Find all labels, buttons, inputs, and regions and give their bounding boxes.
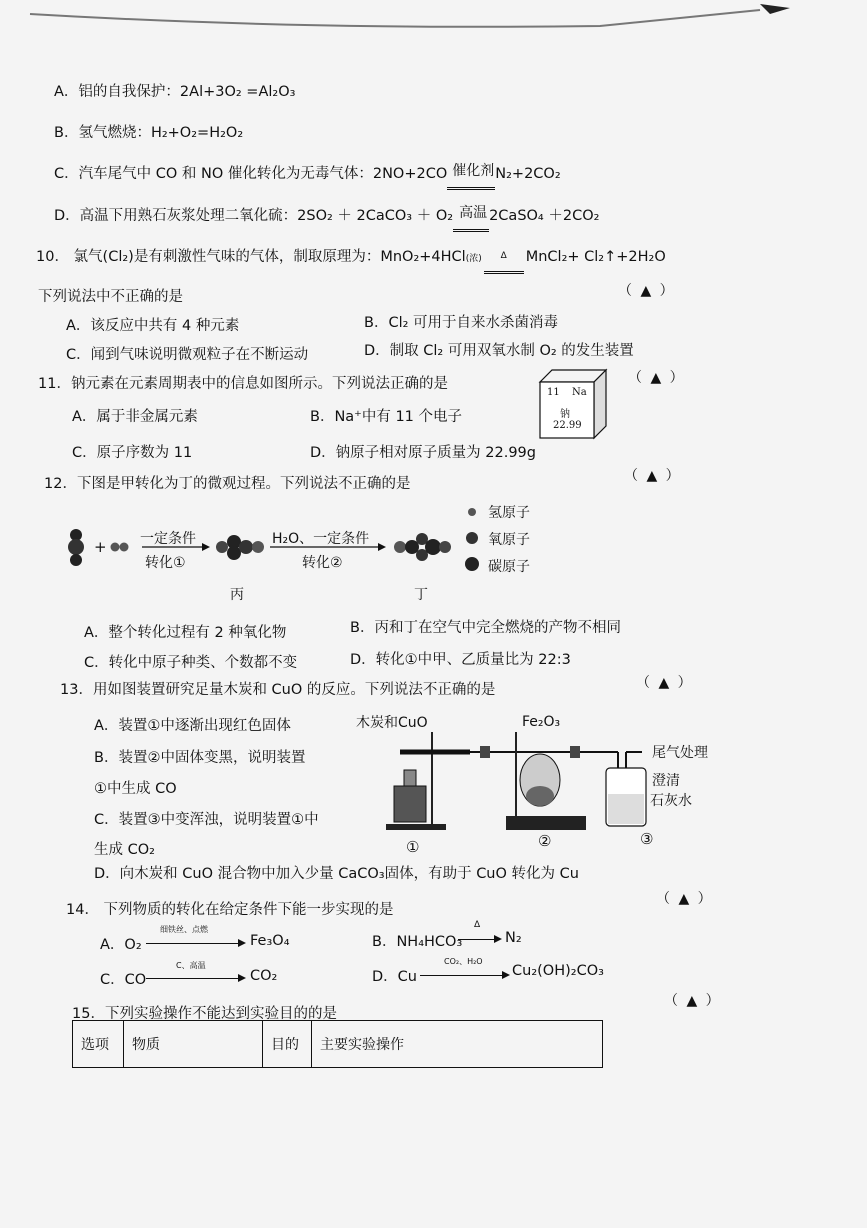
element-mass: 22.99 — [553, 420, 582, 431]
q14-option-b-cond: Δ — [474, 920, 481, 930]
q10-products: MnCl₂+ Cl₂↑+2H₂O — [525, 249, 666, 265]
label-bing: 丙 — [230, 587, 244, 603]
q11-option-d: D．钠原子相对原子质量为 22.99g — [310, 445, 536, 461]
q11-option-b: B．Na⁺中有 11 个电子 — [310, 409, 463, 425]
q14-option-a-to: Fe₃O₄ — [250, 933, 290, 949]
plus-sign: + — [94, 538, 107, 556]
q15-answer-mark: （ ▲ ） — [664, 993, 722, 1009]
apparatus-2-label: ② — [538, 832, 552, 850]
q14-option-a-from: A．O₂ — [100, 937, 142, 953]
q13-option-a: A．装置①中逐渐出现红色固体 — [94, 718, 291, 734]
q9-option-b: B．氢气燃烧：H₂+O₂=H₂O₂ — [54, 125, 244, 141]
q14-option-d-from: D．Cu — [372, 969, 417, 985]
q12-option-d: D．转化①中甲、乙质量比为 22:3 — [350, 652, 571, 668]
q13-option-c-line1: C．装置③中变浑浊，说明装置①中 — [94, 812, 319, 828]
q10-conc: (浓) — [465, 254, 482, 264]
label-tail-gas: 尾气处理 — [652, 745, 708, 761]
q12-option-c: C．转化中原子种类、个数都不变 — [84, 655, 298, 671]
table-header-operation: 主要实验操作 — [312, 1021, 603, 1068]
table-header-substance: 物质 — [124, 1021, 263, 1068]
q9-option-d — [54, 204, 599, 225]
legend-carbon: 碳原子 — [488, 559, 530, 575]
step2-label: 转化② — [302, 555, 343, 571]
q15-stem: 15．下列实验操作不能达到实验目的的是 — [72, 1006, 337, 1022]
element-number: 11 — [547, 387, 560, 398]
step1-condition: 一定条件 — [140, 531, 196, 547]
q14-option-d-to: Cu₂(OH)₂CO₃ — [512, 963, 604, 979]
q9-c-reactants: C．汽车尾气中 CO 和 NO 催化转化为无毒气体：2NO+2CO — [54, 166, 448, 182]
label-ding: 丁 — [414, 587, 428, 603]
table-header-purpose: 目的 — [263, 1021, 312, 1068]
q12-option-b: B．丙和丁在空气中完全燃烧的产物不相同 — [350, 620, 621, 636]
q13-option-b-line2: ①中生成 CO — [94, 781, 177, 797]
q14-option-b-to: N₂ — [505, 930, 522, 946]
table-header-option: 选项 — [73, 1021, 124, 1068]
element-name: 钠 — [560, 409, 570, 420]
q9-option-a: A．铝的自我保护：2Al+3O₂ =Al₂O₃ — [54, 84, 296, 100]
q10-reactants: 10． 氯气(Cl₂)是有刺激性气味的气体，制取原理为：MnO₂+4HCl — [36, 249, 466, 265]
q14-option-b-from: B．NH₄HCO₃ — [372, 934, 463, 950]
q14-answer-mark: （ ▲ ） — [656, 891, 714, 907]
q14-option-a-cond: 细铁丝、点燃 — [160, 925, 208, 934]
q10-stem-2: 下列说法中不正确的是 — [38, 289, 183, 305]
q12-option-a: A．整个转化过程有 2 种氧化物 — [84, 625, 287, 641]
q10-option-d: D．制取 Cl₂ 可用双氧水制 O₂ 的发生装置 — [364, 343, 634, 359]
q9-d-reactants: D．高温下用熟石灰浆处理二氧化硫：2SO₂ ＋ 2CaCO₃ ＋ O₂ — [54, 208, 454, 224]
legend-hydrogen: 氢原子 — [488, 505, 530, 521]
q13-option-c-line2: 生成 CO₂ — [94, 842, 155, 858]
q11-stem: 11．钠元素在元素周期表中的信息如图所示。下列说法正确的是 — [38, 376, 448, 392]
label-limewater-2: 石灰水 — [650, 793, 692, 809]
label-charcoal-cuo: 木炭和CuO — [356, 715, 428, 731]
q10-option-a: A．该反应中共有 4 种元素 — [66, 318, 240, 334]
q14-option-c-to: CO₂ — [250, 968, 278, 984]
atom-legend-dots — [462, 500, 486, 580]
q11-option-c: C．原子序数为 11 — [72, 445, 193, 461]
q10-condition: Δ — [500, 251, 507, 261]
q14-option-c-from: C．CO — [100, 972, 147, 988]
q9-option-c — [54, 162, 561, 183]
label-fe2o3: Fe₂O₃ — [522, 714, 561, 730]
q14-stem: 14． 下列物质的转化在给定条件下能一步实现的是 — [66, 902, 394, 918]
q13-answer-mark: （ ▲ ） — [636, 675, 694, 691]
q9-d-condition: 高温 — [459, 205, 488, 221]
label-limewater-1: 澄清 — [652, 773, 680, 789]
step1-label: 转化① — [145, 555, 186, 571]
q13-stem: 13．用如图装置研究足量木炭和 CuO 的反应。下列说法不正确的是 — [60, 682, 496, 698]
q14-option-c-cond: C、高温 — [176, 961, 206, 970]
q15-table — [72, 1020, 603, 1068]
scan-edge — [0, 0, 867, 40]
q13-option-b-line1: B．装置②中固体变黑，说明装置 — [94, 750, 306, 766]
element-symbol: Na — [572, 387, 587, 398]
apparatus-3-label: ③ — [640, 830, 654, 848]
q12-answer-mark: （ ▲ ） — [624, 468, 682, 484]
q12-stem: 12．下图是甲转化为丁的微观过程。下列说法不正确的是 — [44, 476, 411, 492]
step2-condition: H₂O、一定条件 — [272, 531, 370, 547]
q10-option-b: B．Cl₂ 可用于自来水杀菌消毒 — [364, 315, 559, 331]
apparatus-1-label: ① — [406, 838, 420, 856]
q10-answer-mark: （ ▲ ） — [618, 283, 676, 299]
table-header-row — [73, 1021, 603, 1068]
q10-stem — [36, 245, 666, 266]
q11-answer-mark: （ ▲ ） — [628, 370, 686, 386]
q13-option-d: D．向木炭和 CuO 混合物中加入少量 CaCO₃固体，有助于 CuO 转化为 Cu — [94, 866, 579, 882]
q10-option-c: C．闻到气味说明微观粒子在不断运动 — [66, 347, 309, 363]
q9-c-products: N₂+2CO₂ — [495, 166, 561, 182]
q9-d-products: 2CaSO₄ ＋2CO₂ — [489, 208, 600, 224]
legend-oxygen: 氧原子 — [488, 532, 530, 548]
q11-option-a: A．属于非金属元素 — [72, 409, 198, 425]
q14-option-d-cond: CO₂、H₂O — [444, 957, 483, 966]
q9-c-condition: 催化剂 — [452, 163, 495, 179]
